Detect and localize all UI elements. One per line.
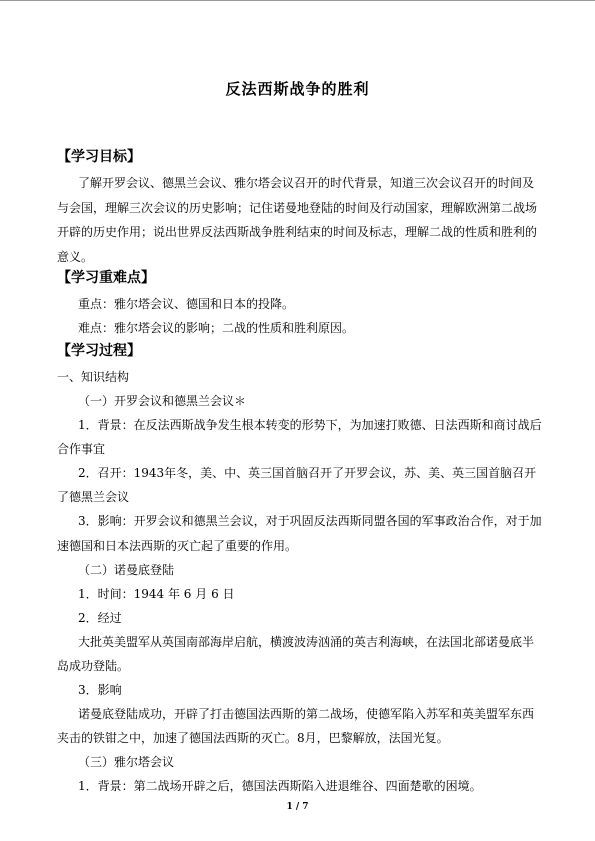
page-top-rule — [0, 0, 595, 1]
process-line-10: 1．时间：1944 年 6 月 6 日 — [78, 587, 235, 601]
process-line-12: 大批英美盟军从英国南部海岸启航，横渡波涛汹涌的英吉利海峡，在法国北部诺曼底半 — [78, 635, 535, 649]
document-title: 反法西斯战争的胜利 — [225, 80, 370, 98]
section-heading-goals: 【学习目标】 — [57, 149, 141, 165]
page-number: 1 / 7 — [286, 802, 309, 812]
section-heading-process: 【学习过程】 — [57, 343, 141, 359]
process-line-1: 一、知识结构 — [57, 370, 130, 384]
process-line-13: 岛成功登陆。 — [57, 659, 130, 673]
process-line-3: 1．背景：在反法西斯战争发生根本转变的形势下，为加速打败德、日法西斯和商讨战后 — [78, 418, 542, 432]
process-line-8: 速德国和日本法西斯的灭亡起了重要的作用。 — [57, 539, 298, 553]
section-heading-key-points: 【学习重难点】 — [57, 270, 155, 286]
goals-line-2: 与会国，理解三次会议的历史影响；记住诺曼地登陆的时间及行动国家，理解欧洲第二战场 — [57, 201, 538, 215]
process-line-14: 3．影响 — [78, 683, 122, 697]
process-line-7: 3．影响：开罗会议和德黑兰会议，对于巩固反法西斯同盟各国的军事政治合作，对于加 — [78, 514, 542, 528]
process-line-17: （三）雅尔塔会议 — [78, 755, 175, 769]
key-point-line-2: 难点：雅尔塔会议的影响；二战的性质和胜利原因。 — [78, 321, 355, 335]
process-line-15: 诺曼底登陆成功，开辟了打击德国法西斯的第二战场，使德军陷入苏军和英美盟军东西 — [78, 707, 535, 721]
process-line-11: 2．经过 — [78, 611, 122, 625]
goals-line-3: 开辟的历史作用；说出世界反法西斯战争胜利结束的时间及标志，理解二战的性质和胜利的 — [57, 225, 538, 239]
key-point-line-1: 重点：雅尔塔会议、德国和日本的投降。 — [78, 297, 295, 311]
process-line-18: 1．背景：第二战场开辟之后，德国法西斯陷入进退维谷、四面楚歌的困境。 — [78, 779, 482, 793]
process-line-2: （一）开罗会议和德黑兰会议＊ — [78, 394, 247, 408]
goals-line-4: 意义。 — [57, 250, 94, 264]
process-line-5: 2．召开：1943年冬，美、中、英三国首脑召开了开罗会议，苏、美、英三国首脑召开 — [78, 466, 537, 480]
process-line-9: （二）诺曼底登陆 — [78, 563, 175, 577]
process-line-16: 夹击的铁钳之中，加速了德国法西斯的灭亡。8月，巴黎解放，法国光复。 — [57, 731, 449, 745]
process-line-4: 合作事宜 — [57, 442, 106, 456]
process-line-6: 了德黑兰会议 — [57, 490, 130, 504]
goals-line-1: 了解开罗会议、德黑兰会议、雅尔塔会议召开的时代背景，知道三次会议召开的时间及 — [78, 176, 535, 190]
